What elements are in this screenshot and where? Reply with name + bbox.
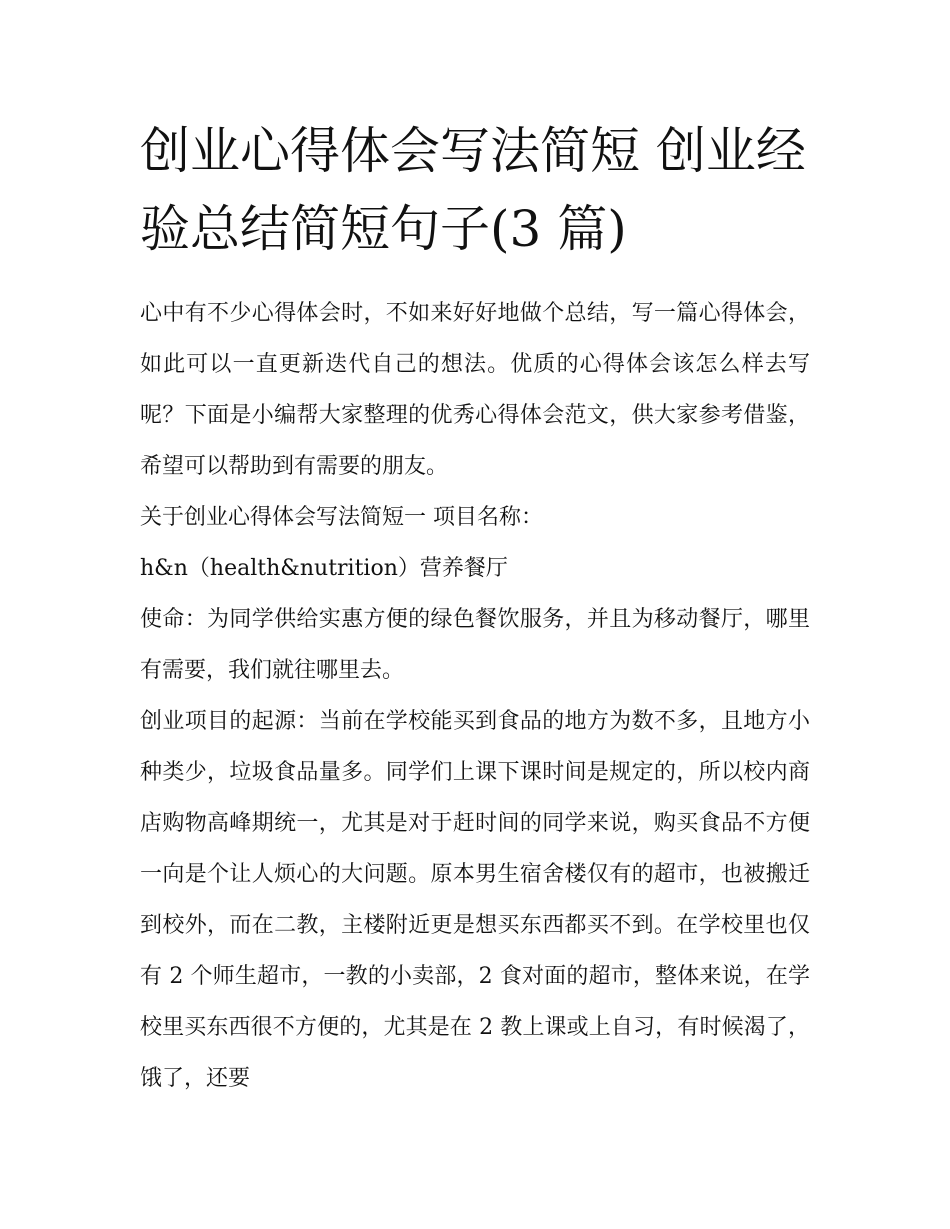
section-heading: 关于创业心得体会写法简短一 项目名称： — [140, 505, 543, 530]
project-name-paragraph: h&n（health&nutrition）营养餐厅 — [140, 556, 508, 581]
intro-paragraph: 心中有不少心得体会时，不如来好好地做个总结，写一篇心得体会，如此可以一直更新迭代自己的想法。优质的心得体会该怎么样去写呢？下面是小编帮大家整理的优秀心得体会范文，供大家参考借鉴，希望可以帮助到有需要的朋友。 — [140, 301, 810, 479]
origin-paragraph: 创业项目的起源：当前在学校能买到食品的地方为数不多，且地方小种类少，垃圾食品量多。同学们上课下课时间是规定的，所以校内商店购物高峰期统一，尤其是对于赶时间的同学来说，购买食品不方便一向是个让人烦心的大问题。原本男生宿舍楼仅有的超市，也被搬迁到校外，而在二教，主楼附近更是想买东西都买不到。在学校里也仅有 2 个师生超市，一教的小卖部，2 食对面的超市，整体来说，在学校里买东西很不方便的，尤其是在 2 教上课或上自习，有时候渴了，饿了，还要 — [140, 709, 810, 1091]
document-body — [140, 288, 810, 1104]
document-title: 创业心得体会写法简短 创业经验总结简短句子(3 篇) — [140, 122, 806, 258]
document-page — [140, 112, 810, 1104]
mission-paragraph: 使命：为同学供给实惠方便的绿色餐饮服务，并且为移动餐厅，哪里有需要，我们就往哪里去。 — [140, 607, 810, 683]
